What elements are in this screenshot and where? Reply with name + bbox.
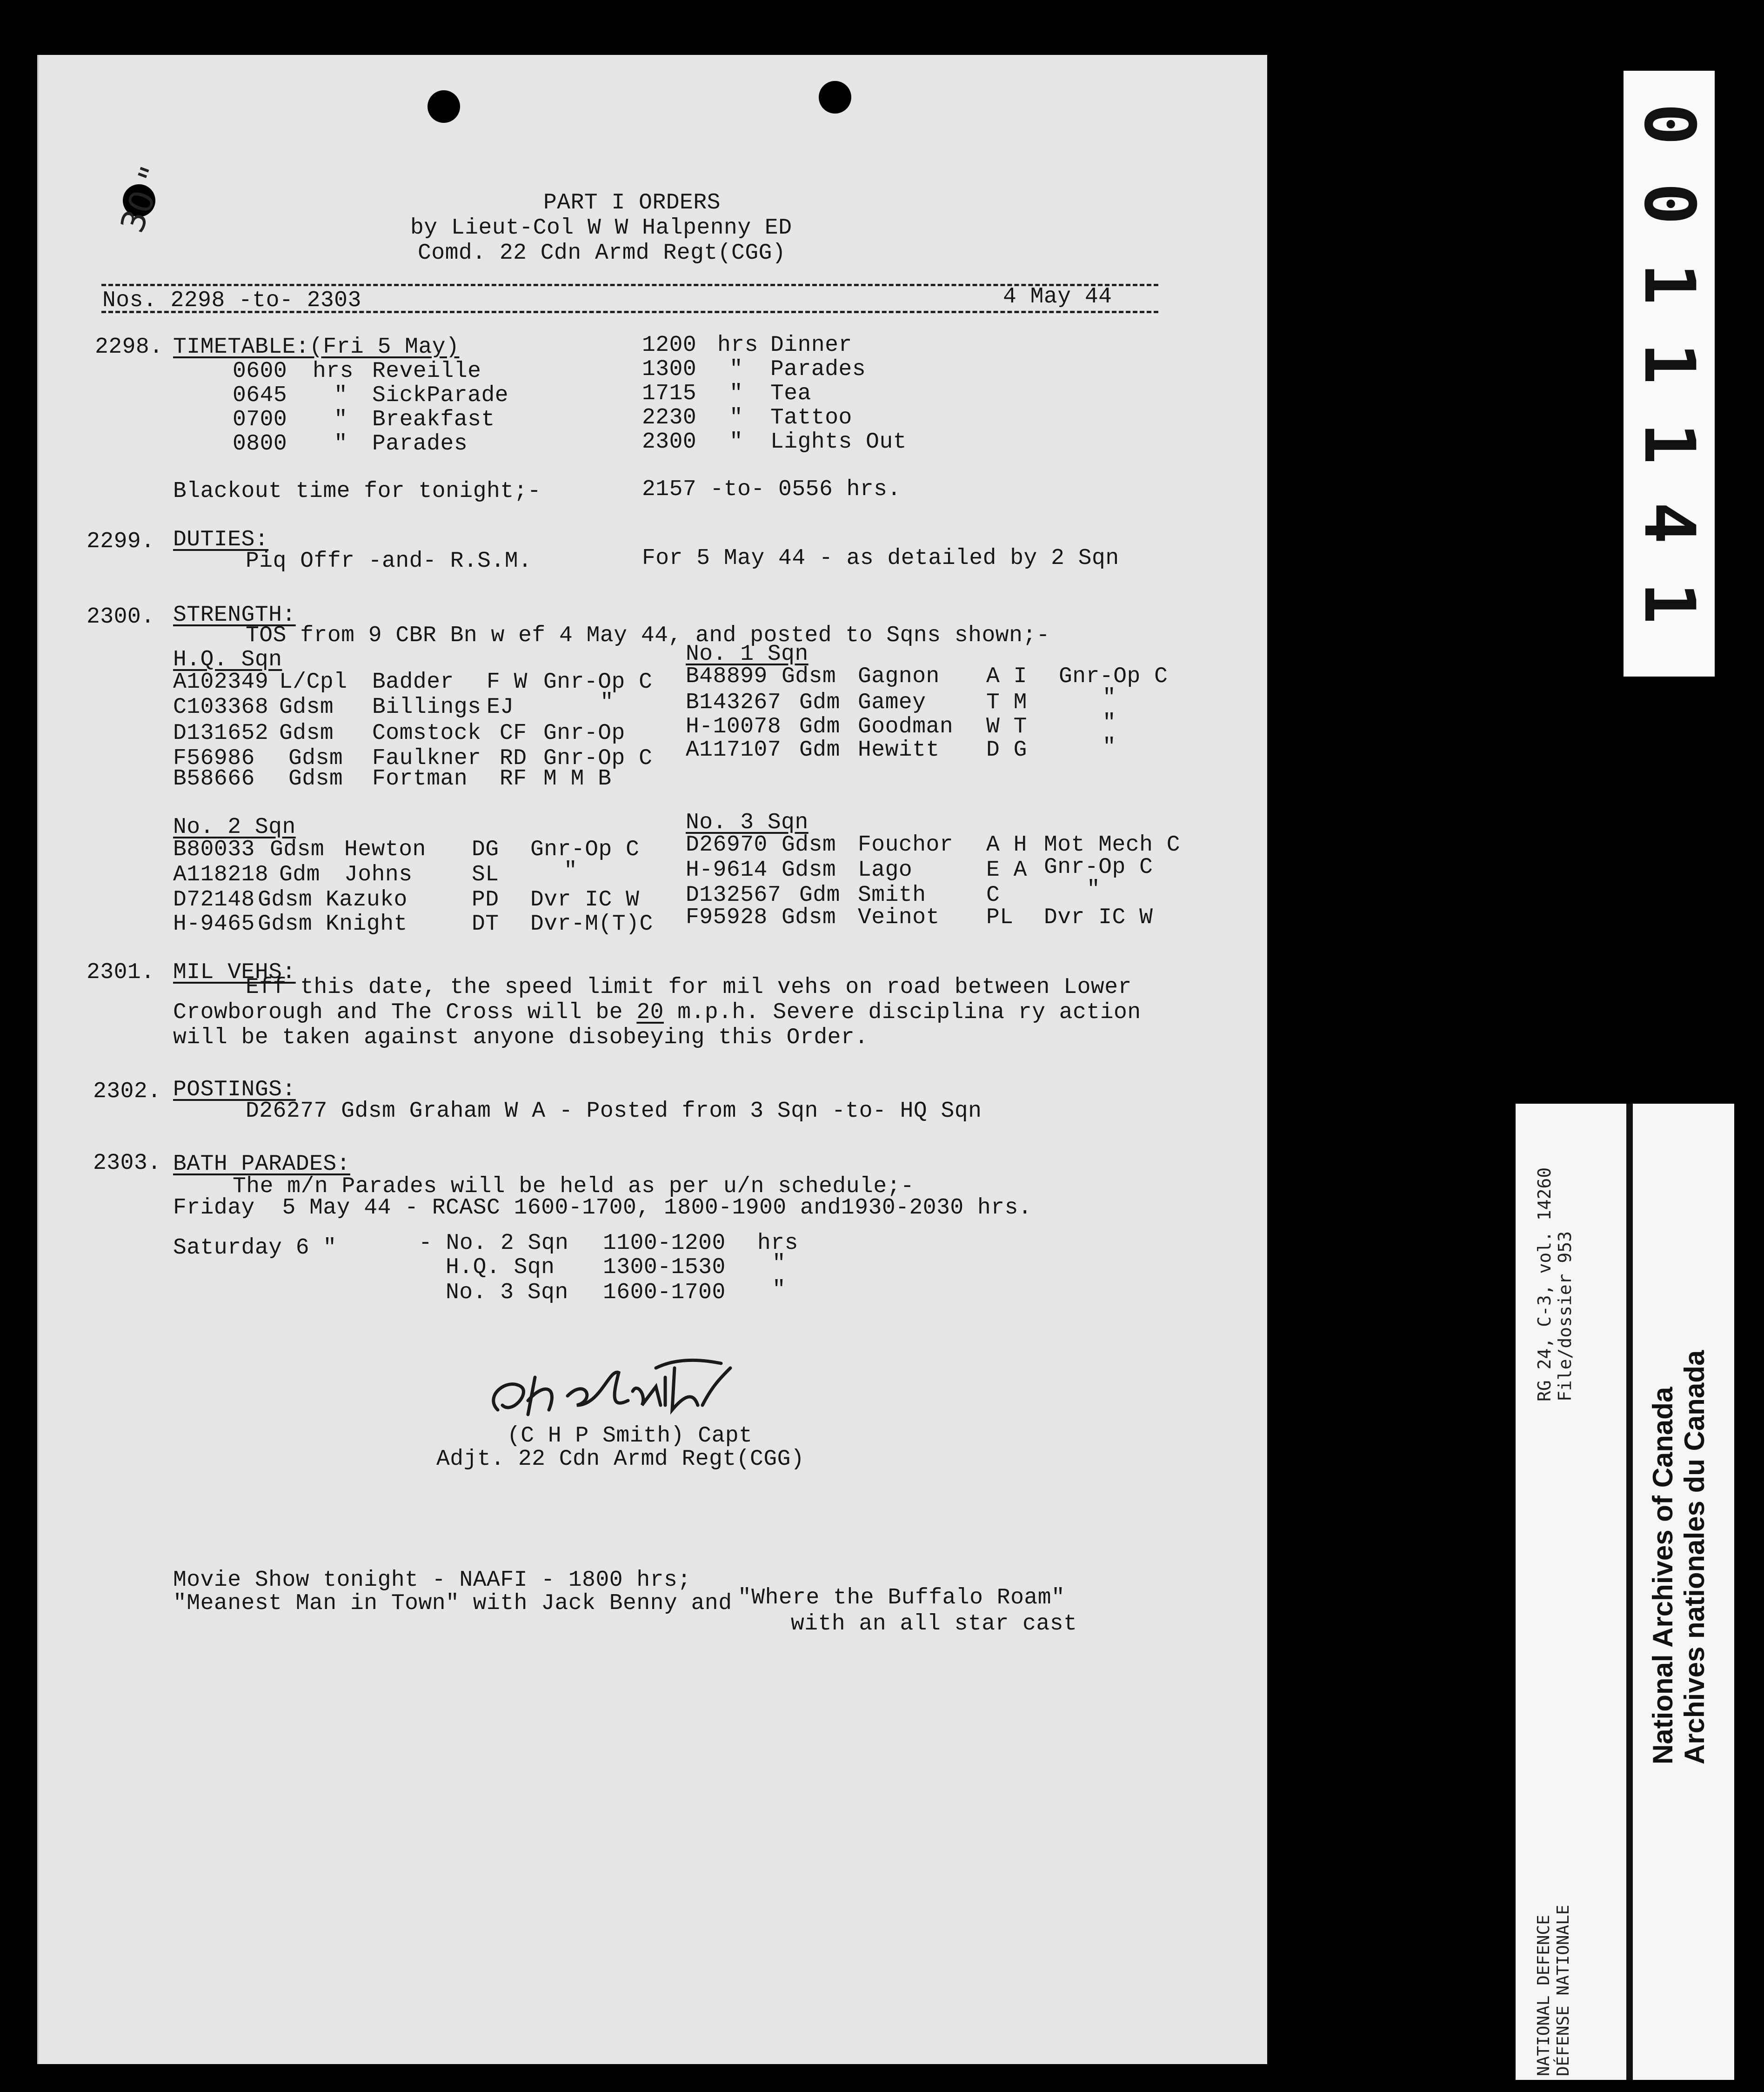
order-numbers: Nos. 2298 -to- 2303 xyxy=(102,288,361,313)
section-heading: TIMETABLE:(Fri 5 May) xyxy=(173,335,460,360)
section-number: 2301. xyxy=(87,960,155,985)
corner-mark: 30 " xyxy=(113,161,172,238)
list-title: No. 3 Sqn xyxy=(686,810,808,835)
archive-ref: File/dossier 953 xyxy=(1555,1231,1575,1401)
section-number: 2299. xyxy=(87,529,155,554)
signatory-name: (C H P Smith) Capt xyxy=(507,1423,753,1448)
signature xyxy=(479,1349,777,1433)
list-title: No. 1 Sqn xyxy=(686,642,808,667)
punch-hole xyxy=(819,81,851,114)
department-name: DÉFENSE NATIONALE xyxy=(1554,1904,1573,2076)
section-heading: STRENGTH: xyxy=(173,603,296,628)
paragraph-line: will be taken against anyone disobeying this Order. xyxy=(173,1025,869,1050)
duty-detail: For 5 May 44 - as detailed by 2 Sqn xyxy=(642,546,1119,571)
paragraph-line: The m/n Parades will be held as per u/n schedule;- xyxy=(233,1174,915,1199)
blackout-value: 2157 -to- 0556 hrs. xyxy=(642,477,901,502)
list-title: No. 2 Sqn xyxy=(173,815,296,840)
section-number: 2302. xyxy=(93,1079,161,1104)
paragraph-line: Crowborough and The Cross will be 20 m.p.h. Severe disciplina ry action xyxy=(173,1000,1141,1025)
section-heading: DUTIES: xyxy=(173,527,269,552)
frame-digit: 0 xyxy=(1629,103,1710,146)
frame-digit: 1 xyxy=(1629,342,1710,385)
section-heading: BATH PARADES: xyxy=(173,1152,350,1177)
section-heading: POSTINGS: xyxy=(173,1077,296,1102)
blackout-label: Blackout time for tonight;- xyxy=(173,479,541,504)
notice-line: Movie Show tonight - NAAFI - 1800 hrs; xyxy=(173,1568,691,1593)
section-number: 2303. xyxy=(93,1151,161,1176)
frame-number-tape xyxy=(1624,71,1715,677)
frame-digit: 1 xyxy=(1629,262,1710,305)
command-line: Comd. 22 Cdn Armd Regt(CGG) xyxy=(418,241,786,266)
frame-digit: 0 xyxy=(1629,183,1710,225)
saturday-label: Saturday 6 " xyxy=(173,1235,337,1261)
signature-scribble xyxy=(479,1349,777,1433)
order-title: PART I ORDERS xyxy=(543,190,721,215)
list-title: H.Q. Sqn xyxy=(173,647,282,672)
notice-line: "Meanest Man in Town" with Jack Benny and xyxy=(173,1591,732,1616)
archive-ref: RG 24, C-3, vol. 14260 xyxy=(1534,1167,1555,1401)
label-divider xyxy=(1626,1104,1633,2080)
strength-intro: TOS from 9 CBR Bn w ef 4 May 44, and posted to Sqns shown;- xyxy=(246,623,1050,648)
archive-label xyxy=(1516,1104,1734,2080)
paragraph-line: Eff this date, the speed limit for mil vehs on road between Lower xyxy=(246,975,1132,1000)
archive-name-en: National Archives of Canada xyxy=(1647,1387,1678,1764)
by-line: by Lieut-Col W W Halpenny ED xyxy=(410,215,792,241)
duty-text: Piq Offr -and- R.S.M. xyxy=(246,549,532,574)
frame-digit: 1 xyxy=(1629,422,1710,464)
archive-name-fr: Archives nationales du Canada xyxy=(1679,1350,1710,1764)
section-heading: MIL VEHS: xyxy=(173,960,296,985)
rule-bottom xyxy=(101,311,1158,313)
department-name: NATIONAL DEFENCE xyxy=(1534,1915,1553,2076)
section-number: 2300. xyxy=(87,604,155,630)
punch-hole xyxy=(428,90,460,123)
section-number: 2298. xyxy=(95,335,163,360)
notice-line: with an all star cast xyxy=(791,1611,1077,1636)
order-date: 4 May 44 xyxy=(1003,284,1112,309)
rule-top xyxy=(101,284,1158,286)
posting-text: D26277 Gdsm Graham W A - Posted from 3 Sqn -to- HQ Sqn xyxy=(246,1099,982,1124)
frame-digit: 4 xyxy=(1629,502,1710,544)
paragraph-line: Friday 5 May 44 - RCASC 1600-1700, 1800-1900 and1930-2030 hrs. xyxy=(173,1195,1032,1220)
notice-line: "Where the Buffalo Roam" xyxy=(738,1585,1065,1610)
frame-digit: 1 xyxy=(1629,582,1710,624)
signatory-title: Adjt. 22 Cdn Armd Regt(CGG) xyxy=(436,1447,805,1472)
